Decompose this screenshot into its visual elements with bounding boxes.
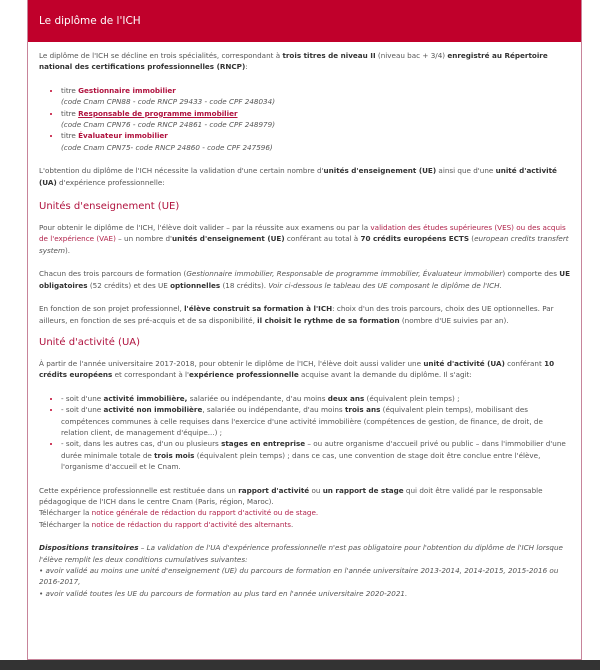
text-link[interactable]: validation des études supérieures (VES) xyxy=(370,223,514,233)
text-run: - soit, dans les autres cas, d'un ou plusieurs xyxy=(61,439,222,449)
text-link[interactable]: notice de rédaction du rapport d'activité des alternants xyxy=(91,519,291,529)
text-run: Chacun des trois parcours de formation ( xyxy=(39,269,187,279)
text-run: Voir ci-dessous le tableau des UE composant le diplôme de l'ICH. xyxy=(268,280,502,290)
text-run: conférant au total à xyxy=(284,234,361,244)
text-run: • avoir validé au moins une unité d'enseignement (UE) du parcours de formation en l'année universitaire 2013-2014, 2014-2015, 2015-2016 ou 2016-2017, xyxy=(39,566,559,587)
title-link[interactable]: Responsable de programme immobilier xyxy=(78,108,238,118)
panel-content xyxy=(28,42,581,599)
ua-heading: Unité d'activité (UA) xyxy=(39,336,141,348)
title-prefix: titre xyxy=(61,85,79,95)
text-run: unités d'enseignement (UE) xyxy=(172,234,285,244)
text-run: acquise avant la demande du diplôme. Il s'agit: xyxy=(298,370,472,380)
text-run: L'obtention du diplôme de l'ICH nécessite la validation d'une certain nombre d' xyxy=(39,166,324,176)
text-run: - soit d'une xyxy=(61,393,104,403)
text-link[interactable]: des acquis de l'expérience (VAE) xyxy=(39,223,566,244)
text-run: Télécharger la xyxy=(39,508,92,518)
text-run: qui doit être validé par le responsable pédagogique de l'ICH dans le centre Cnam (Paris, région, Maroc). xyxy=(39,485,543,506)
list-item xyxy=(61,404,570,438)
list-item xyxy=(61,438,570,472)
obtention-paragraph xyxy=(39,165,570,188)
title-code: (code Cnam CPN76 - code RNCP 24861 - code CPF 248979) xyxy=(61,120,276,130)
text-run: l'élève construit sa formation à l'ICH xyxy=(184,304,333,314)
text-run: Dispositions transitoires xyxy=(39,543,139,553)
title-code: (code Cnam CPN75- code RNCP 24860 - code CPF 247596) xyxy=(61,142,273,152)
title-code: (code Cnam CPN88 - code RNCP 29433 - code CPF 248034) xyxy=(61,97,276,107)
text-run: et correspondant à l' xyxy=(112,370,190,380)
text-run: salariée ou indépendante, d'au moins xyxy=(187,393,328,403)
text-run: trois ans xyxy=(344,405,381,415)
text-run: un rapport de stage xyxy=(322,485,404,495)
text-run: (équivalent plein temps) ; xyxy=(364,393,460,403)
text-run: . xyxy=(290,519,294,529)
text-run: • avoir validé toutes les UE du parcours de formation au plus tard en l'année universitaire 2020-2021. xyxy=(39,588,408,598)
text-run: À partir de l'année universitaire 2017-2018, pour obtenir le diplôme de l'ICH, l'élève doit aussi valider une xyxy=(39,358,424,368)
text-run: Cette expérience professionnelle est restituée dans un xyxy=(39,485,239,495)
text-run: (52 crédits) et des UE xyxy=(87,280,171,290)
text-run: (niveau bac + 3/4) xyxy=(375,51,448,60)
text-run: Télécharger la xyxy=(39,519,92,529)
diploma-title-item xyxy=(61,85,570,108)
ua-intro-paragraph xyxy=(39,358,570,381)
ue-paragraph xyxy=(39,222,570,256)
text-run: unité d'activité (UA) xyxy=(423,358,505,368)
text-run: rapport d'activité xyxy=(238,485,310,495)
text-run: deux ans xyxy=(327,393,365,403)
transitional-paragraph xyxy=(39,542,570,599)
text-run: ) comporte des xyxy=(502,269,560,279)
text-run: d'expérience professionnelle: xyxy=(56,177,165,187)
text-run: optionnelles xyxy=(170,280,221,290)
text-run: il choisit le rythme de sa formation xyxy=(257,315,400,325)
ue-heading: Unités d'enseignement (UE) xyxy=(39,201,180,213)
text-run: (équivalent plein temps), mobilisant des compétences communes à celle requises dans l'exercice d'une activité immobilière (compétences de gestion, de finance, de droit, de relation client, de management d'équipe...) ; xyxy=(61,405,543,437)
text-run: trois titres de niveau II xyxy=(282,51,376,60)
text-run: ou xyxy=(514,223,528,233)
diploma-title-item xyxy=(61,108,570,131)
text-run: ainsi que d'une xyxy=(436,166,496,176)
title-name: Gestionnaire immobilier xyxy=(78,85,176,95)
bottom-bar xyxy=(0,660,600,670)
text-run: european credits transfert system xyxy=(39,234,569,255)
report-paragraph xyxy=(39,485,570,531)
diploma-title-item xyxy=(61,130,570,153)
title-prefix: titre xyxy=(61,131,79,141)
text-run: conférant xyxy=(504,358,545,368)
text-run: – ou autre organisme d'accueil privé ou public – dans l'immobilier d'une durée minimale totale de xyxy=(61,439,566,460)
text-run: – un nombre d' xyxy=(115,234,173,244)
text-run: ( xyxy=(469,234,475,244)
intro-paragraph xyxy=(39,50,570,73)
diploma-panel xyxy=(27,0,582,660)
text-run: activité immobilière, xyxy=(103,393,188,403)
ue-paragraph xyxy=(39,303,570,326)
text-run: 10 crédits européens xyxy=(39,358,555,380)
text-run: 70 crédits européens ECTS xyxy=(360,234,470,244)
text-run: En fonction de son projet professionnel, xyxy=(39,304,185,314)
panel-title: Le diplôme de l'ICH xyxy=(28,0,581,42)
title-prefix: titre xyxy=(61,108,79,118)
text-run: : choix d'un des trois parcours, choix des UE optionnelles. Par ailleurs, en fonction de ses pré-acquis et de sa disponibilité, xyxy=(39,304,554,325)
text-run: - soit d'une xyxy=(61,405,104,415)
text-run: ). xyxy=(65,245,71,255)
text-run: activité non immobilière xyxy=(103,405,203,415)
list-item xyxy=(61,393,570,404)
text-run: , salariée ou indépendante, d'au moins xyxy=(202,405,345,415)
text-run: Le diplôme de l'ICH se décline en trois spécialités, correspondant à xyxy=(39,51,283,60)
text-run: enregistré au Répertoire national des certifications professionnelles (RNCP) xyxy=(39,51,548,72)
text-run: unités d'enseignement (UE) xyxy=(323,166,437,176)
text-run: (nombre d'UE suivies par an). xyxy=(399,315,509,325)
ua-conditions-list xyxy=(39,393,570,473)
text-run: – La validation de l'UA d'expérience professionnelle n'est pas obligatoire pour l'obtention du diplôme de l'ICH lorsque l'élève remplit les deux conditions cumulatives suivantes: xyxy=(39,543,563,564)
text-run: expérience professionnelle xyxy=(189,370,299,380)
text-run: trois mois xyxy=(154,450,195,460)
text-run: Gestionnaire immobilier, Responsable de programme immobilier, Évaluateur immobilier xyxy=(186,269,503,279)
text-run: unité d'activité (UA) xyxy=(39,166,557,187)
text-run: ou xyxy=(309,485,323,495)
text-run: UE obligatoires xyxy=(39,269,571,290)
text-link[interactable]: notice générale de rédaction du rapport d'activité ou de stage. xyxy=(91,508,319,518)
text-run: (18 crédits). xyxy=(220,280,269,290)
diploma-titles-list xyxy=(39,85,570,153)
text-run: (équivalent plein temps) ; dans ce cas, une convention de stage doit être conclue entre l'élève, l'organisme d'accueil et le Cnam. xyxy=(61,450,541,472)
title-name: Évaluateur immobilier xyxy=(78,131,168,141)
ue-paragraph xyxy=(39,268,570,291)
text-run: stages en entreprise xyxy=(221,439,306,449)
text-run: Pour obtenir le diplôme de l'ICH, l'élève doit valider – par la réussite aux examens ou par la xyxy=(39,223,371,233)
text-run: : xyxy=(245,62,248,72)
